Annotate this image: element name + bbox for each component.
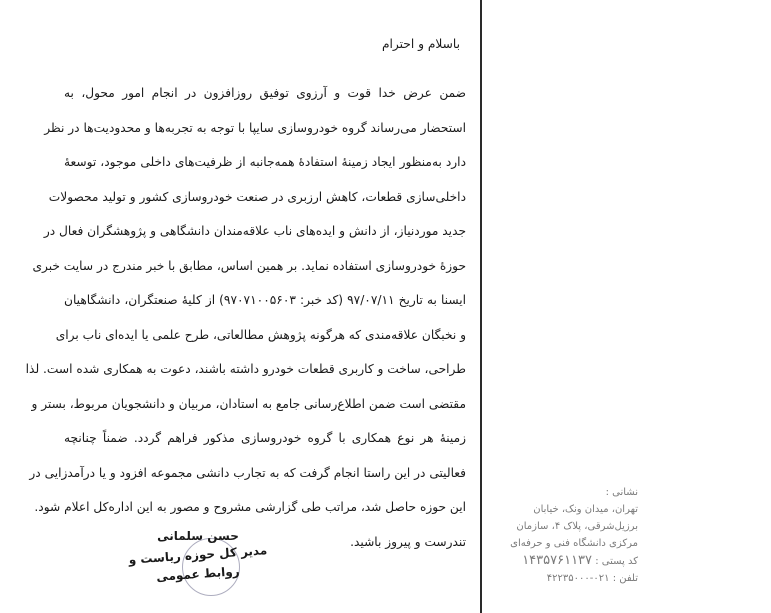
- address-line: برزیل‌شرقی، پلاک ۴، سازمان: [516, 521, 638, 532]
- letter-line: ایسنا به تاریخ ۹۷/۰۷/۱۱ (کد خبر: ۹۷۰۷۱۰۰۵۶۰۳) از کلیهٔ صنعتگران، دانشگاهیان: [64, 293, 467, 307]
- phone-label: تلفن :: [612, 573, 638, 584]
- letter-line: داخلی‌سازی قطعات، کاهش ارزبری در صنعت خودروسازی کشور و تولید محصولات: [48, 189, 466, 204]
- letter-body: [25, 30, 467, 559]
- phone-value: ۰۲۱-۴۲۲۳۵۰۰۰: [546, 573, 610, 584]
- postal-value: ۱۴۳۵۷۶۱۱۳۷: [522, 553, 593, 568]
- address-label: نشانی :: [605, 487, 638, 498]
- address-line: مرکزی دانشگاه فنی و حرفه‌ای: [510, 538, 638, 549]
- signer-title-line2: روابط عمومی: [155, 564, 241, 584]
- signer-name: حسن سلمانی: [157, 529, 239, 543]
- letter-line: این حوزه حاصل شد، مراتب طی گزارشی مشروح و مصور به این اداره‌کل اعلام شود.: [34, 500, 466, 514]
- contact-sidebar: [488, 484, 638, 587]
- page-divider: [480, 0, 482, 613]
- signature-block: [128, 527, 268, 584]
- letter-line: حوزهٔ خودروسازی استفاده نماید. بر همین اساس، مطابق با خبر مندرج در سایت خبری: [32, 258, 466, 273]
- signer-title-line1: مدیر کل حوزه ریاست و: [128, 543, 268, 567]
- letter-line: طراحی، ساخت و کاربری قطعات خودرو داشته باشند، دعوت به همکاری شده است. لذا: [25, 362, 466, 376]
- letter-line: استحضار می‌رساند گروه خودروسازی سایپا با توجه به تجربه‌ها و محدودیت‌ها در نظر: [44, 120, 466, 135]
- letter-greeting: باسلام و احترام: [381, 37, 460, 51]
- letter-line: مقتضی است ضمن اطلاع‌رسانی جامع به استادان، مربیان و دانشجویان مربوط، بستر و: [31, 396, 466, 411]
- letter-closing: تندرست و پیروز باشید.: [350, 534, 466, 549]
- postal-code: [488, 552, 638, 570]
- letter-line: و نخبگان علاقه‌مندی که هرگونه پژوهش مطالعاتی، طرح علمی یا ایده‌ای ناب برای: [55, 327, 466, 342]
- letter-line: دارد به‌منظور ایجاد زمینهٔ استفادهٔ همه‌جانبه از ظرفیت‌های داخلی موجود، توسعهٔ: [64, 155, 466, 169]
- address-line: تهران، میدان ونک، خیابان: [533, 504, 638, 515]
- letter-line: زمینهٔ هر نوع همکاری با گروه خودروسازی مذکور فراهم گردد. ضمناً چنانچه: [64, 431, 466, 445]
- postal-label: کد پستی :: [595, 556, 638, 567]
- letter-line: جدید موردنیاز، از دانش و ایده‌های ناب علاقه‌مندان دانشگاهی و پژوهشگران فعال در: [43, 224, 466, 238]
- letter-line: ضمن عرض خدا قوت و آرزوی توفیق روزافزون در انجام امور محول، به: [64, 86, 466, 100]
- phone: [488, 570, 638, 587]
- letter-line: فعالیتی در این راستا انجام گرفت که به تجارب دانشی مجموعه افزود و یا درآمدزایی در: [29, 465, 466, 480]
